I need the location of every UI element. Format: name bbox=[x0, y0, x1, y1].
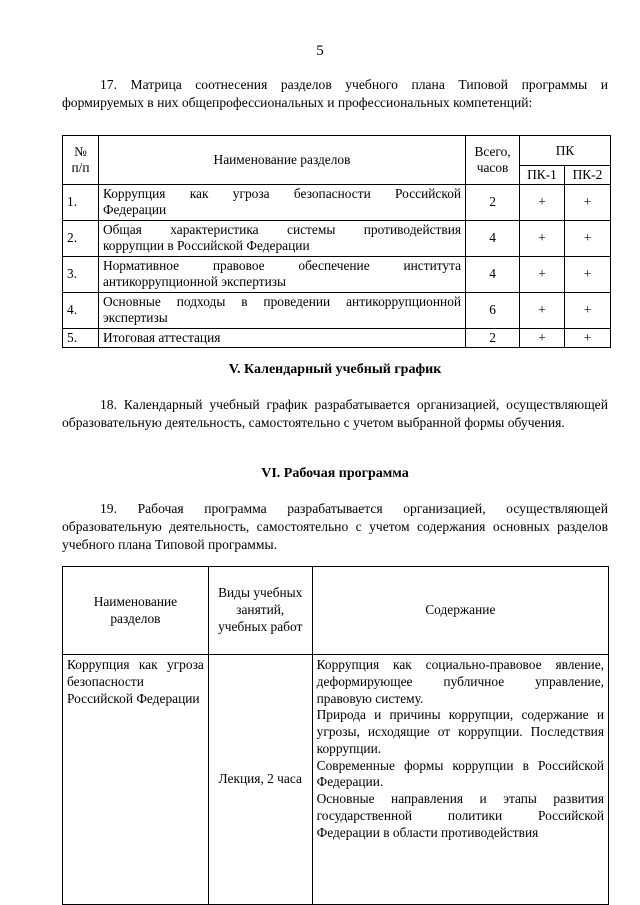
row-name-line: коррупции в Российской Федерации bbox=[102, 237, 310, 253]
row-section-name: Коррупция как угроза безопасности Российской Федерации bbox=[63, 655, 209, 905]
competency-matrix-table bbox=[62, 135, 611, 348]
content-paragraph: Основные направления и этапы развития государственной политики Российской Федерации в области противодействия bbox=[316, 791, 604, 840]
row-pk2: + bbox=[564, 328, 610, 347]
paragraph-17: 17. Матрица соотнесения разделов учебного плана Типовой программы и формируемых в них общепрофессиональных и профессиональных компетенций: bbox=[62, 77, 608, 110]
row-num: 4. bbox=[63, 292, 99, 328]
content-paragraph: Современные формы коррупции в Российской Федерации. bbox=[316, 757, 604, 790]
row-num: 1. bbox=[63, 184, 99, 220]
row-pk2: + bbox=[564, 184, 610, 220]
content-paragraph: Природа и причины коррупции, содержание и угрозы, исходящие от коррупции. Последствия коррупции. bbox=[316, 707, 604, 756]
row-name-line: экспертизы bbox=[102, 309, 168, 325]
row-name-line: Нормативное правовое обеспечение института bbox=[102, 257, 462, 273]
section-5-heading: V. Календарный учебный график bbox=[228, 362, 442, 377]
row-section-name bbox=[98, 220, 465, 256]
row-name-line: Коррупция как угроза безопасности Российской bbox=[102, 185, 462, 201]
table-row bbox=[63, 292, 611, 328]
table1-header-row bbox=[63, 136, 611, 166]
row-section-name: Итоговая аттестация bbox=[98, 328, 465, 347]
row-hours: 2 bbox=[466, 328, 520, 347]
row-hours: 4 bbox=[466, 256, 520, 292]
table-row bbox=[63, 256, 611, 292]
header-content: Содержание bbox=[312, 567, 608, 655]
page-number: 5 bbox=[316, 43, 324, 59]
row-section-name bbox=[98, 256, 465, 292]
row-name-line: Основные подходы в проведении антикоррупционной bbox=[102, 293, 462, 309]
content-paragraph: Коррупция как социально-правовое явление, деформирующее публичное управление, правовую систему. bbox=[316, 657, 604, 706]
row-hours: 2 bbox=[466, 184, 520, 220]
table-row bbox=[63, 184, 611, 220]
paragraph-19: 19. Рабочая программа разрабатывается организацией, осуществляющей образовательную деятельность, самостоятельно с учетом содержания основных разделов учебного плана Типовой программы. bbox=[62, 501, 608, 552]
row-hours: 4 bbox=[466, 220, 520, 256]
header-section-name: Наименование разделов bbox=[63, 567, 209, 655]
header-hours: Всего, часов bbox=[466, 136, 520, 185]
row-name-line: антикоррупционной экспертизы bbox=[102, 273, 287, 289]
header-num: № п/п bbox=[63, 136, 99, 185]
row-pk1: + bbox=[520, 184, 565, 220]
row-num: 3. bbox=[63, 256, 99, 292]
row-num: 5. bbox=[63, 328, 99, 347]
header-pk1: ПК-1 bbox=[520, 166, 565, 185]
row-pk1: + bbox=[520, 256, 565, 292]
section-6-heading: VI. Рабочая программа bbox=[261, 466, 409, 481]
header-section-name: Наименование разделов bbox=[98, 136, 465, 185]
row-section-name bbox=[98, 292, 465, 328]
table2-header-row bbox=[63, 567, 609, 655]
header-pk: ПК bbox=[520, 136, 611, 166]
row-activity-kind: Лекция, 2 часа bbox=[208, 655, 312, 905]
paragraph-18: 18. Календарный учебный график разрабатывается организацией, осуществляющей образовательную деятельность, самостоятельно с учетом выбранной формы обучения. bbox=[62, 397, 608, 430]
row-num: 2. bbox=[63, 220, 99, 256]
header-pk2: ПК-2 bbox=[564, 166, 610, 185]
row-section-name bbox=[98, 184, 465, 220]
row-name-line: Федерации bbox=[102, 201, 167, 217]
row-pk2: + bbox=[564, 220, 610, 256]
row-pk1: + bbox=[520, 328, 565, 347]
row-name-line: Общая характеристика системы противодействия bbox=[102, 221, 462, 237]
row-pk1: + bbox=[520, 220, 565, 256]
header-activity-kinds: Виды учебных занятий, учебных работ bbox=[208, 567, 312, 655]
row-pk2: + bbox=[564, 256, 610, 292]
row-hours: 6 bbox=[466, 292, 520, 328]
row-pk2: + bbox=[564, 292, 610, 328]
row-pk1: + bbox=[520, 292, 565, 328]
table-row bbox=[63, 328, 611, 347]
row-content bbox=[312, 655, 608, 905]
work-program-table bbox=[62, 566, 609, 905]
table-row bbox=[63, 655, 609, 905]
table-row bbox=[63, 220, 611, 256]
